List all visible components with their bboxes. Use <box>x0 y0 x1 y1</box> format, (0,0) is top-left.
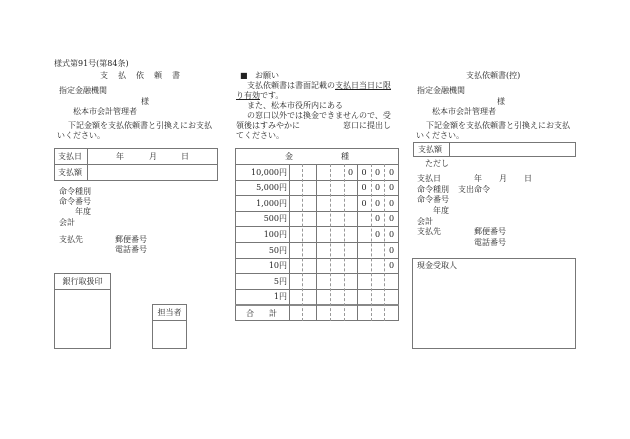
pay-date-month: 月 <box>149 152 157 161</box>
notice-line-2a-underlined: り有効 <box>236 91 260 100</box>
pay-date-day: 日 <box>524 174 532 183</box>
table-header-left: 金 <box>285 152 293 161</box>
bank-label: 指定金融機関 <box>59 86 107 95</box>
denom-label: 5円 <box>273 277 287 286</box>
payee-label: 支払先 <box>417 227 441 236</box>
pay-date-label: 支払日 <box>58 152 82 161</box>
proviso-label: ただし <box>425 159 449 168</box>
order-number-label: 命令番号 <box>417 195 449 204</box>
total-line <box>235 304 399 306</box>
digit-cell: 0 <box>388 246 395 255</box>
notice-line-1 <box>247 81 391 91</box>
bank-stamp-divider <box>54 289 111 290</box>
denom-label: 1円 <box>273 292 287 301</box>
col-dash <box>330 164 331 321</box>
form-number: 様式第91号(第84条) <box>54 59 129 68</box>
bank-stamp-label: 銀行取扱印 <box>62 277 103 286</box>
digit-cell: 0 <box>388 261 395 270</box>
notice-line-5a: 領後はすみやかに <box>236 121 300 130</box>
digit-cell: 0 <box>361 199 367 208</box>
account-label: 会計 <box>417 217 433 226</box>
row-line <box>235 164 399 165</box>
row-line <box>235 242 399 243</box>
form-title: 支 払 依 頼 書 <box>100 71 181 80</box>
notice-line-5 <box>236 121 391 131</box>
total-label-b: 計 <box>269 309 277 318</box>
request-text-2: いください。 <box>57 131 105 140</box>
notice-title: お願い <box>255 71 279 80</box>
denom-label: 5,000円 <box>256 183 287 192</box>
treasurer-label: 松本市会計管理者 <box>73 107 137 116</box>
digit-cell: 0 <box>361 183 367 192</box>
payment-box-col-divider <box>87 148 88 181</box>
denom-label: 10,000円 <box>251 168 287 177</box>
copy-title: 支払依頼書(控) <box>466 71 521 80</box>
amount-field[interactable] <box>90 166 215 178</box>
fiscal-year-label: 年度 <box>433 206 449 215</box>
notice-line-1b-underlined: 支払日当日に限 <box>335 81 391 90</box>
order-type-label: 命令種別 <box>417 185 449 194</box>
notice-line-3: また、松本市役所内にある <box>247 101 343 110</box>
row-line <box>235 195 399 196</box>
person-in-charge-divider <box>152 320 187 321</box>
digit-cell: 0 <box>388 168 395 177</box>
cash-receiver-box <box>412 258 576 349</box>
pay-date-year: 年 <box>474 174 482 183</box>
digit-cell: 0 <box>374 199 381 208</box>
col-line <box>316 164 317 321</box>
col-dash <box>344 164 345 321</box>
digit-cell: 0 <box>388 199 395 208</box>
phone-label: 電話番号 <box>474 238 506 247</box>
row-line <box>235 289 399 290</box>
amount-box-divider <box>449 142 450 157</box>
order-type-value: 支出命令 <box>458 185 490 194</box>
pay-date-year: 年 <box>116 152 124 161</box>
table-header-right: 種 <box>341 152 349 161</box>
notice-line-2 <box>236 91 283 101</box>
order-number-label: 命令番号 <box>59 197 91 206</box>
col-line <box>289 164 290 321</box>
col-dash <box>302 164 303 321</box>
digit-cell: 0 <box>347 168 354 177</box>
treasurer-label: 松本市会計管理者 <box>432 107 496 116</box>
digit-cell: 0 <box>374 230 381 239</box>
amount-field[interactable] <box>452 144 573 155</box>
payment-box-divider <box>54 164 218 165</box>
row-line <box>235 211 399 212</box>
phone-label: 電話番号 <box>115 245 147 254</box>
notice-line-2b: です。 <box>260 91 284 100</box>
digit-cell: 0 <box>388 214 395 223</box>
notice-line-6: てください。 <box>236 131 284 140</box>
digit-cell: 0 <box>361 168 367 177</box>
order-type-label: 命令種別 <box>59 187 91 196</box>
row-line <box>235 226 399 227</box>
pay-date-label: 支払日 <box>417 174 441 183</box>
row-line <box>235 273 399 274</box>
denom-label: 500円 <box>263 214 287 223</box>
cash-receiver-label: 現金受取人 <box>417 261 457 270</box>
pay-date-day: 日 <box>181 152 189 161</box>
digit-cell: 0 <box>374 183 381 192</box>
denom-label: 100円 <box>263 230 287 239</box>
digit-cell: 0 <box>388 183 395 192</box>
amount-label: 支払額 <box>418 145 442 154</box>
notice-line-4: の窓口以外では換金できませんので、受 <box>247 111 391 120</box>
digit-cell: 0 <box>374 168 381 177</box>
pay-date-month: 月 <box>499 174 507 183</box>
person-in-charge-label: 担当者 <box>157 308 182 317</box>
amount-label: 支払額 <box>58 168 82 177</box>
postal-code-label: 郵便番号 <box>474 227 506 236</box>
sama-label: 様 <box>497 97 505 106</box>
denom-label: 1,000円 <box>256 199 287 208</box>
request-text-1: 下記金額を支払依頼書と引換えにお支払 <box>426 121 570 130</box>
request-text-1: 下記金額を支払依頼書と引換えにお支払 <box>68 121 212 130</box>
row-line <box>235 180 399 181</box>
digit-cell: 0 <box>388 230 395 239</box>
sama-label: 様 <box>141 97 149 106</box>
postal-code-label: 郵便番号 <box>115 235 147 244</box>
denom-label: 50円 <box>268 246 287 255</box>
total-label-a: 合 <box>246 309 254 318</box>
denom-label: 10円 <box>268 261 287 270</box>
payee-label: 支払先 <box>59 235 83 244</box>
digit-cell: 0 <box>374 214 381 223</box>
notice-line-5b: 窓口に提出し <box>343 121 391 130</box>
row-line <box>235 258 399 259</box>
request-text-2: いください。 <box>416 131 464 140</box>
bank-label: 指定金融機関 <box>417 86 465 95</box>
notice-bullet: ■ <box>240 71 248 80</box>
fiscal-year-label: 年度 <box>75 207 91 216</box>
notice-line-1a: 支払依頼書は書面記載の <box>247 81 335 90</box>
account-label: 会計 <box>59 218 75 227</box>
